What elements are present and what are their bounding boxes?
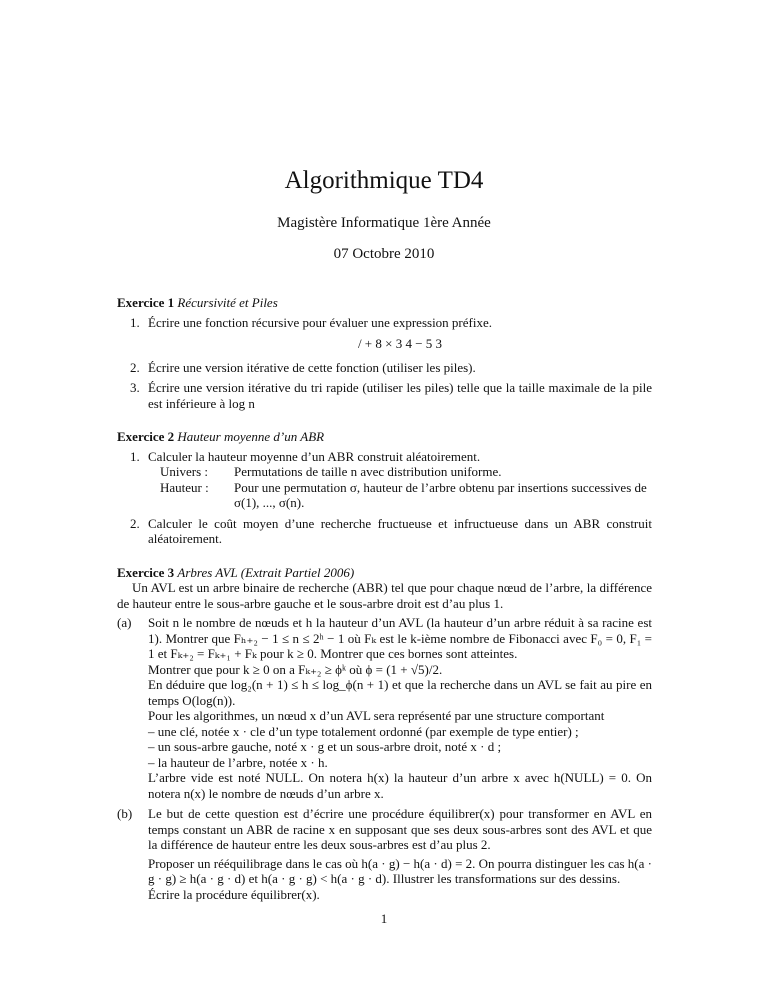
question-item: [117, 315, 652, 352]
question-text: En déduire que log₂(n + 1) ≤ h ≤ log_ϕ(n + 1) et que la recherche dans un AVL se fait au pire en temps O(log(n)).: [148, 677, 652, 708]
question-number: (b): [117, 806, 133, 821]
exercise-intro: Un AVL est un arbre binaire de recherche (ABR) tel que pour chaque nœud de l’arbre, la différence de hauteur entre le sous-arbre gauche et le sous-arbre droit est d’au plus 1.: [117, 580, 652, 611]
exercise-label: Exercice 3: [117, 564, 175, 580]
question-number: 1.: [130, 314, 140, 330]
document-title: Algorithmique TD4: [284, 167, 484, 194]
question-text: Calculer la hauteur moyenne d’un ABR construit aléatoirement.: [148, 448, 481, 464]
exercise-title: Récursivité et Piles: [177, 295, 278, 310]
structure-field: – une clé, notée x · cle d’un type totalement ordonné (par exemple de type entier) ;: [148, 723, 579, 739]
exercise-label: Exercice 2: [117, 429, 175, 444]
question-text: Soit n le nombre de nœuds et h la hauteur d’un AVL (la hauteur d’un arbre réduit à sa racine est 1). Montrer que Fₕ₊₂ − 1 ≤ n ≤ 2ʰ − 1 où Fₖ est le k-ième nombre de Fibonacci avec F₀ = 0, F₁ = 1 et Fₖ₊₂ = Fₖ₊₁ + Fₖ pour k ≥ 0. Montrer que ces bornes sont atteintes.: [148, 615, 652, 661]
exercise-heading: [117, 429, 652, 445]
definition-value: Permutations de taille n avec distribution uniforme.: [234, 464, 502, 479]
question-text: Écrire une fonction récursive pour évaluer une expression préfixe.: [148, 314, 492, 330]
exercise-1: [117, 295, 652, 411]
question-text: Écrire la procédure équilibrer(x).: [148, 886, 320, 902]
definition-key: Univers :: [160, 464, 209, 479]
exercise-title: Arbres AVL (Extrait Partiel 2006): [177, 564, 355, 580]
prefix-expression-formula: / + 8 × 3 4 − 5 3: [357, 336, 443, 351]
question-list: [117, 315, 652, 412]
question-item-b: [117, 806, 652, 902]
question-text: Pour les algorithmes, un nœud x d’un AVL sera représenté par une structure comportant: [148, 708, 605, 723]
question-number: (a): [117, 615, 132, 630]
structure-field: – un sous-arbre gauche, noté x · g et un sous-arbre droit, noté x · d ;: [148, 739, 502, 754]
definition-table: [160, 464, 652, 511]
question-number: 1.: [130, 448, 140, 464]
exercise-2: [117, 429, 652, 547]
structure-field: – la hauteur de l’arbre, notée x · h.: [148, 754, 328, 770]
exercise-heading: [117, 565, 652, 581]
question-number: 2.: [130, 359, 140, 375]
question-text: Écrire une version itérative de cette fonction (utiliser les piles).: [148, 359, 476, 375]
question-text: Le but de cette question est d’écrire une procédure équilibrer(x) pour transformer en AVL en temps constant un ABR de racine x en supposant que ses deux sous-arbres sont des AVL et que la différence de hauteur entre les deux sous-arbres est d’au plus 2.: [148, 806, 652, 852]
definition-key: Hauteur :: [160, 479, 209, 495]
question-text: L’arbre vide est noté NULL. On notera h(x) la hauteur d’un arbre x avec h(NULL) = 0. On notera n(x) le nombre de nœuds d’un arbre x.: [148, 770, 652, 801]
document-date: 07 Octobre 2010: [333, 246, 435, 262]
exercise-heading: [117, 295, 652, 311]
question-number: 2.: [130, 515, 140, 531]
question-item: [117, 360, 652, 376]
exercise-3: [117, 565, 652, 903]
document-subtitle: Magistère Informatique 1ère Année: [277, 215, 491, 231]
question-list: [117, 615, 652, 902]
question-item: [117, 516, 652, 547]
page-number: 1: [380, 911, 388, 926]
question-text: Écrire une version itérative du tri rapide (utiliser les piles) telle que la taille maximale de la pile est inférieure à log n: [148, 380, 652, 411]
question-item: [117, 380, 652, 411]
question-item-a: [117, 615, 652, 801]
definition-value: Pour une permutation σ, hauteur de l’arbre obtenu par insertions successives de σ(1), ..., σ(n).: [234, 479, 647, 510]
exercise-label: Exercice 1: [117, 295, 175, 310]
question-item: [117, 449, 652, 511]
exercise-title: Hauteur moyenne d’un ABR: [177, 429, 325, 444]
question-number: 3.: [130, 380, 140, 395]
document-body: [117, 295, 652, 907]
question-text: Montrer que pour k ≥ 0 on a Fₖ₊₂ ≥ ϕᵏ où ϕ = (1 + √5)/2.: [148, 661, 443, 677]
question-text: Calculer le coût moyen d’une recherche fructueuse et infructueuse dans un ABR construit aléatoirement.: [148, 515, 652, 546]
question-text: Proposer un rééquilibrage dans le cas où h(a · g) − h(a · d) = 2. On pourra distinguer les cas h(a · g · g) ≥ h(a · g · d) et h(a · g · g) < h(a · g · d). Illustrer les transformations sur des dessins.: [148, 855, 652, 886]
question-list: [117, 449, 652, 547]
